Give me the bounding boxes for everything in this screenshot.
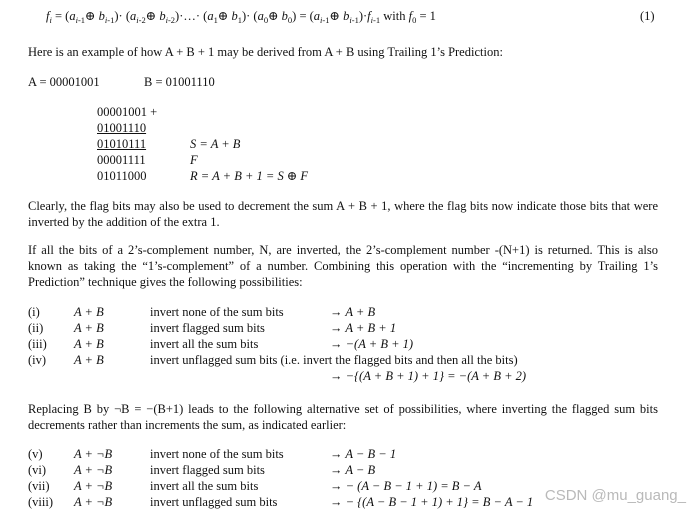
operand-a: A = 00001001	[28, 75, 100, 89]
item-result: → A − B	[330, 463, 376, 477]
item-result: → −(A + B + 1)	[330, 337, 414, 351]
item-description: invert flagged sum bits	[150, 463, 265, 477]
watermark: CSDN @mu_guang_	[544, 487, 686, 504]
example-label: R = A + B + 1 = S ⊕ F	[190, 169, 309, 183]
item-description: invert all the sum bits	[150, 479, 259, 493]
item-description: invert unflagged sum bits	[150, 495, 278, 509]
item-result: → A + B + 1	[330, 321, 397, 335]
example-bits: 01010111	[97, 137, 147, 151]
example-bits: 00001111	[97, 153, 146, 167]
item-description: invert flagged sum bits	[150, 321, 265, 335]
item-number: (vi)	[28, 463, 47, 477]
item-result: → −{(A + B + 1) + 1} = −(A + B + 2)	[330, 369, 527, 383]
example-label: F	[190, 153, 198, 167]
example-bits: 00001001 +	[97, 105, 158, 119]
item-number: (vii)	[28, 479, 50, 493]
item-expression: A + B	[74, 305, 104, 319]
example-label: S = A + B	[190, 137, 241, 151]
twos-complement-paragraph: If all the bits of a 2’s-complement number, N, are inverted, the 2’s-complement number -(N+1) is returned. This is also known as taking the “1’s-complement” of a number. Combining this operation with the “incrementing by Trailing 1’s Prediction” technique gives the following possibilities:	[28, 243, 658, 289]
item-number: (iii)	[28, 337, 47, 351]
item-expression: A + ¬B	[74, 495, 113, 509]
intro-text: Here is an example of how A + B + 1 may be derived from A + B using Trailing 1’s Prediction:	[28, 45, 503, 59]
item-result: → − {(A − B − 1 + 1) + 1} = B − A − 1	[330, 495, 534, 509]
item-number: (v)	[28, 447, 43, 461]
replacement-paragraph: Replacing B by ¬B = −(B+1) leads to the following alternative set of possibilities, where inverting the flagged sum bits decrements rather than increments the sum, as indicated earlier:	[28, 402, 658, 432]
operand-b: B = 01001110	[144, 75, 215, 89]
item-description: invert unflagged sum bits (i.e. invert the flagged bits and then all the bits)	[150, 353, 518, 367]
item-description: invert all the sum bits	[150, 337, 259, 351]
item-description: invert none of the sum bits	[150, 447, 284, 461]
item-result: → A − B − 1	[330, 447, 397, 461]
item-description: invert none of the sum bits	[150, 305, 284, 319]
equation-number: (1)	[640, 9, 655, 23]
flags-paragraph: Clearly, the flag bits may also be used to decrement the sum A + B + 1, where the flag bits now indicate those bits that were inverted by the addition of the extra 1.	[28, 199, 658, 229]
equation-formula: $f_i$ = ($a_{i-1}\oplus$ $b_{i-1})\cdot$ ($a_{i-2}\oplus$ $b_{i-2})\cdot\dots\cdot$ ($a_1\oplus$ $b_1)\cdot$ ($a_0\oplus$ $b_0$) = ($a_{i-1}\oplus$ $b_{i-1})\cdot f_{i-1}$ with $f_0 = 1$	[46, 9, 436, 25]
item-expression: A + ¬B	[74, 479, 113, 493]
item-expression: A + B	[74, 337, 104, 351]
item-result: → − (A − B − 1 + 1) = B − A	[330, 479, 482, 493]
item-expression: A + ¬B	[74, 463, 113, 477]
item-expression: A + ¬B	[74, 447, 113, 461]
item-number: (iv)	[28, 353, 47, 367]
item-number: (ii)	[28, 321, 44, 335]
example-bits: 01011000	[97, 169, 147, 183]
item-number: (i)	[28, 305, 40, 319]
item-number: (viii)	[28, 495, 53, 509]
item-expression: A + B	[74, 321, 104, 335]
example-bits: 01001110	[97, 121, 147, 135]
item-expression: A + B	[74, 353, 104, 367]
item-result: → A + B	[330, 305, 376, 319]
